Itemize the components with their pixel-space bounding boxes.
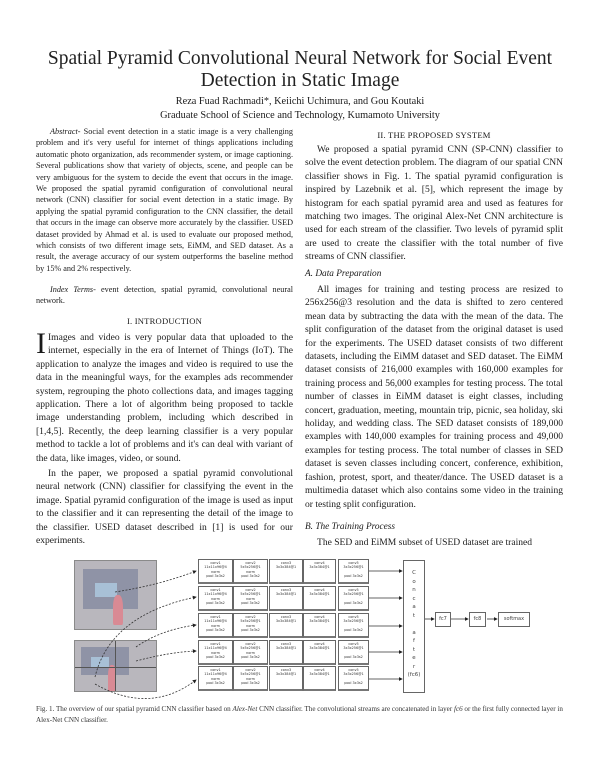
layer-cell-conv3: conv3 3x3x384@1 bbox=[269, 559, 303, 584]
fc8-box: fc8 bbox=[469, 612, 486, 627]
concat-fc6-box: C o n c a t a f t e r (fc6) bbox=[403, 560, 425, 693]
index-terms-text: event detection, spatial pyramid, convolutional neural network. bbox=[36, 285, 293, 306]
layer-cell-conv5: conv5 3x3x256@1 pool 3x3s2 bbox=[338, 666, 369, 691]
layer-cell-conv3: conv3 3x3x384@1 bbox=[269, 640, 303, 665]
index-terms-label: Index Terms- bbox=[50, 285, 96, 294]
section-heading-introduction: I. INTRODUCTION bbox=[126, 316, 203, 326]
training-process-paragraph: The SED and EiMM subset of USED dataset are trained bbox=[317, 537, 533, 548]
abstract-label: Abstract- bbox=[50, 127, 81, 136]
affiliation: Graduate School of Science and Technology, Kumamoto University bbox=[160, 110, 440, 121]
caption-emphasis: fc6 bbox=[453, 705, 463, 713]
layer-cell-conv2: conv2 5x5x256@1 norm pool 3x3s2 bbox=[233, 640, 268, 665]
layer-cell-conv2: conv2 5x5x256@1 norm pool 3x3s2 bbox=[233, 559, 268, 584]
layer-cell-conv5: conv5 3x3x256@1 pool 3x3s2 bbox=[338, 586, 369, 611]
index-terms bbox=[36, 284, 293, 307]
layer-cell-conv1: conv1 11x11x96@4 norm pool 3x3s2 bbox=[198, 640, 233, 665]
layer-cell-conv5: conv5 3x3x256@1 pool 3x3s2 bbox=[338, 613, 369, 638]
softmax-box: softmax bbox=[498, 612, 530, 627]
layer-cell-conv1: conv1 11x11x96@4 norm pool 3x3s2 bbox=[198, 559, 233, 584]
subsection-heading-training-process: B. The Training Process bbox=[305, 522, 396, 532]
figure-caption bbox=[36, 704, 564, 725]
intro-paragraph-1: Images and video is very popular data that uploaded to the internet, especially in the era of Internet of Things (IoT). The application to analyze the images and video is required to use the data in the meaningful ways, for the examples ads recommender system, regrouping the photo collections data, and images tagging application. There a lot of algorithm being proposed to tackle image understanding problem, including which described in [1,4,5]. Recently, the deep learning classifier is a very popular method to tackle a lot of problems and it's can deal with variant of the data, like images, video, or sound. bbox=[36, 332, 293, 464]
layer-cell-conv4: conv4 3x3x384@1 bbox=[303, 613, 336, 638]
subsection-heading-data-preparation: A. Data Preparation bbox=[305, 269, 382, 279]
drop-cap: I bbox=[36, 327, 46, 360]
layer-cell-conv1: conv1 11x11x96@4 norm pool 3x3s2 bbox=[198, 586, 233, 611]
split-image-photo bbox=[74, 640, 157, 692]
layer-cell-conv2: conv2 5x5x256@1 norm pool 3x3s2 bbox=[233, 666, 268, 691]
authors: Reza Fuad Rachmadi*, Keiichi Uchimura, and Gou Koutaki bbox=[175, 96, 425, 107]
introduction-body bbox=[36, 327, 293, 550]
paper-title: Spatial Pyramid Convolutional Neural Network for Social Event Detection in Static Image bbox=[47, 48, 553, 91]
caption-emphasis: Alex-Net bbox=[232, 705, 258, 713]
section-heading-proposed-system: II. THE PROPOSED SYSTEM bbox=[377, 130, 491, 140]
layer-cell-conv4: conv4 3x3x384@1 bbox=[303, 640, 336, 665]
layer-cell-conv5: conv5 3x3x256@1 pool 3x3s2 bbox=[338, 640, 369, 665]
layer-cell-conv2: conv2 5x5x256@1 norm pool 3x3s2 bbox=[233, 613, 268, 638]
intro-paragraph-2: In the paper, we proposed a spatial pyramid convolutional neural network (CNN) classifier for classifying the event in the image. Spatial pyramid configuration of the image is used as input to the classifier and it can representing the detail of the image to the classifier. USED dataset described in [1] is used for our experiments. bbox=[36, 468, 293, 547]
abstract-text: Social event detection in a static image is a very challenging problem and it's very useful for internet of things applications including automatic photo organization, ads recommender system, or image captioning. Several publications show that variety of objects, scene, and people can be very ambiguous for the system to decide the event that occurs in the image. We proposed the spatial pyramid configuration of convolutional neural network (CNN) classifier for social event detection in a static image. By applying the spatial pyramid configuration to the CNN classifier, the detail that occurs in the image can observe more accurately by the classifier. USED dataset provided by Ahmad et al. is used to evaluate our proposed method, which consists of two different image sets, EiMM, and SED dataset. As a result, the average accuracy of our system outperforms the baseline method by 15% and 2% respectively. bbox=[36, 127, 293, 273]
layer-cell-conv4: conv4 3x3x384@1 bbox=[303, 666, 336, 691]
layer-cell-conv4: conv4 3x3x384@1 bbox=[303, 586, 336, 611]
layer-cell-conv1: conv1 11x11x96@4 norm pool 3x3s2 bbox=[198, 666, 233, 691]
layer-cell-conv3: conv3 3x3x384@1 bbox=[269, 613, 303, 638]
layer-cell-conv5: conv5 3x3x256@1 pool 3x3s2 bbox=[338, 559, 369, 584]
author-block bbox=[20, 95, 580, 123]
layer-cell-conv2: conv2 5x5x256@1 norm pool 3x3s2 bbox=[233, 586, 268, 611]
proposed-paragraph: We proposed a spatial pyramid CNN (SP-CNN) classifier to solve the event detection problem. The diagram of our spatial CNN classifier shows in Fig. 1. The spatial pyramid configuration is inspired by Lazebnik et al. [5], which represent the image by histogram for each spatial pyramid area and used as features for matching two images. The original Alex-Net CNN architecture is used for each stream of the classifier. Two levels of pyramid split are used to create the classifier with the total number of five streams of CNN classifier. bbox=[305, 144, 563, 263]
full-image-photo bbox=[74, 560, 157, 630]
layer-cell-conv1: conv1 11x11x96@4 norm pool 3x3s2 bbox=[198, 613, 233, 638]
caption-text: Fig. 1. The overview of our spatial pyramid CNN classifier based on bbox=[36, 705, 233, 713]
layer-cell-conv3: conv3 3x3x384@1 bbox=[269, 586, 303, 611]
caption-text: or the first fully connected layer in Alex-Net CNN classifier. bbox=[36, 705, 563, 724]
abstract bbox=[36, 126, 293, 274]
data-preparation-paragraph: All images for training and testing process are resized to 256x256@3 resolution and the data is shifted to zero centered mean data by subtracting the data with the mean of the data. The split configuration of the dataset from the original dataset is used for the experiments. The USED dataset consists of two different datasets, including the EiMM dataset and SED dataset. The EiMM dataset consists of 216,000 examples with 160,000 examples for training process and 56,000 examples for testing process. The total number of classes in EiMM dataset is eight classes, including concert, graduation, meeting, mountain trip, picnic, sea holiday, ski holiday, and wedding class. The SED dataset consists of 189,000 examples with 140,000 examples for training process and 49,000 examples for testing process. The total number of classes in SED dataset is seven classes including concert, conference, exhibition, fashion, protest, sport, and theater/dance. The USED dataset is a multimedia dataset which also contains some video in the training or testing split configuration. bbox=[305, 284, 563, 510]
fc7-box: fc7 bbox=[435, 612, 451, 627]
caption-text: CNN classifier. The convolutional streams are concatenated in layer bbox=[257, 705, 454, 713]
layer-cell-conv3: conv3 3x3x384@1 bbox=[269, 666, 303, 691]
layer-cell-conv4: conv4 3x3x384@1 bbox=[303, 559, 336, 584]
